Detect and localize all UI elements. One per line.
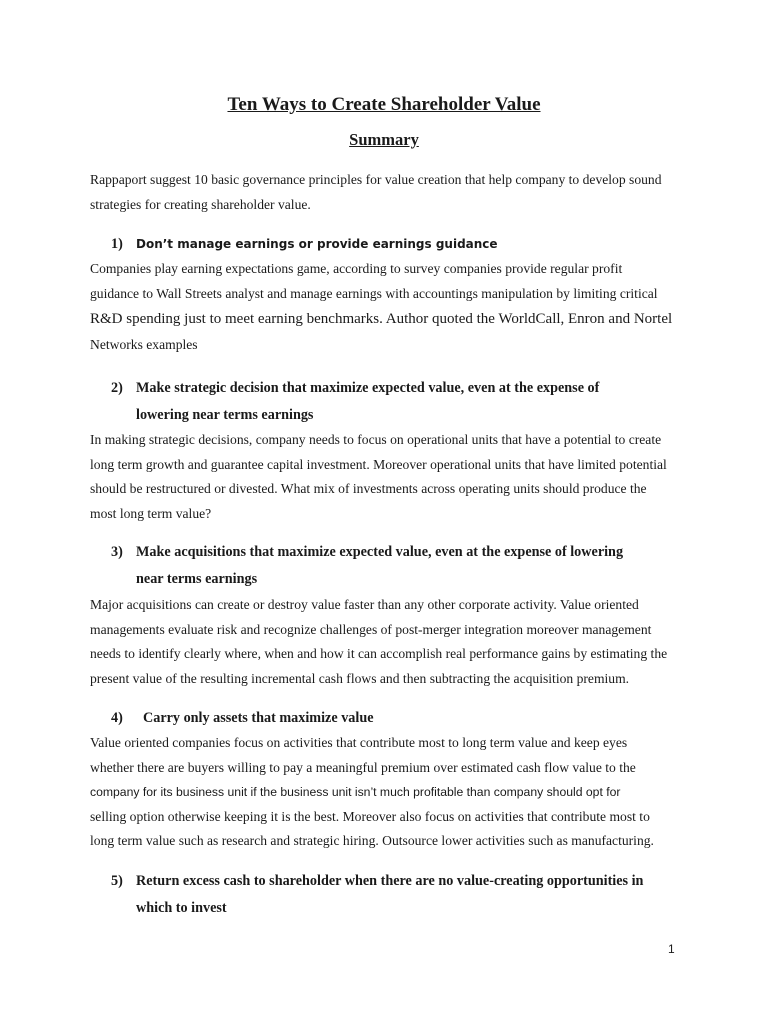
text-line: whether there are buyers willing to pay a meaningful premium over estimated cash flow value to the: [90, 759, 636, 775]
section-heading-text: Carry only assets that maximize value: [143, 710, 374, 726]
text-line: guidance to Wall Streets analyst and manage earnings with accountings manipulation by limiting critical: [90, 285, 658, 301]
section-number: 4): [111, 710, 123, 726]
text-line: R&D spending just to meet earning benchmarks. Author quoted the WorldCall, Enron and Nortel: [90, 311, 673, 328]
text-line: Value oriented companies focus on activities that contribute most to long term value and keep eyes: [90, 735, 628, 750]
text-line: long term growth and guarantee capital investment. Moreover operational units that have limited potential: [90, 456, 667, 472]
section-heading-text: near terms earnings: [136, 570, 258, 587]
section-body-1: [90, 257, 690, 358]
text-line: Networks examples: [90, 337, 198, 353]
document-subtitle: Summary: [349, 130, 419, 149]
page-number: 1: [668, 942, 675, 956]
section-heading-text: Make strategic decision that maximize expected value, even at the expense of: [136, 380, 600, 396]
section-heading-text: which to invest: [136, 899, 227, 916]
section-heading-5: [0, 868, 768, 921]
text-line: long term value such as research and strategic hiring. Outsource lower activities such as manufacturing.: [90, 833, 654, 849]
section-body-2: [90, 428, 690, 526]
text-line: Major acquisitions can create or destroy value faster than any other corporate activity. Value oriented: [90, 597, 639, 612]
text-line: Companies play earning expectations game, according to survey companies provide regular profit: [90, 261, 623, 276]
text-line: managements evaluate risk and recognize challenges of post-merger integration moreover management: [90, 621, 652, 637]
text-line: needs to identify clearly where, when and how it can accomplish real performance gains by estimating the: [90, 646, 668, 662]
text-line: strategies for creating shareholder value.: [90, 196, 311, 212]
text-line: present value of the resulting incremental cash flows and then subtracting the acquisition premium.: [90, 670, 630, 686]
section-number: 1): [111, 236, 123, 252]
section-number: 3): [111, 544, 123, 560]
text-line: most long term value?: [90, 505, 212, 521]
section-heading-3: [0, 539, 768, 592]
section-body-3: [90, 593, 690, 691]
section-heading-text: Return excess cash to shareholder when there are no value-creating opportunities in: [136, 873, 644, 889]
section-heading-text: lowering near terms earnings: [136, 406, 314, 423]
section-heading-text: Don’t manage earnings or provide earnings guidance: [136, 237, 498, 251]
intro-paragraph: [90, 168, 690, 217]
text-line: selling option otherwise keeping it is the best. Moreover also focus on activities that contribute most to: [90, 808, 650, 824]
section-number: 2): [111, 380, 123, 396]
section-heading-1: [0, 231, 768, 258]
text-line: should be restructured or divested. What mix of investments across operating units should produce the: [90, 481, 647, 497]
section-body-4: [90, 731, 690, 854]
section-number: 5): [111, 873, 123, 889]
text-line: In making strategic decisions, company needs to focus on operational units that have a potential to create: [90, 432, 662, 447]
section-heading-text: Make acquisitions that maximize expected value, even at the expense of lowering: [136, 544, 624, 560]
text-line: Rappaport suggest 10 basic governance principles for value creation that help company to develop sound: [90, 172, 662, 187]
section-heading-4: [0, 705, 768, 732]
text-line: company for its business unit if the business unit isn’t much profitable than company should opt for: [90, 785, 621, 800]
section-heading-2: [0, 375, 768, 428]
document-title: Ten Ways to Create Shareholder Value: [227, 94, 541, 115]
